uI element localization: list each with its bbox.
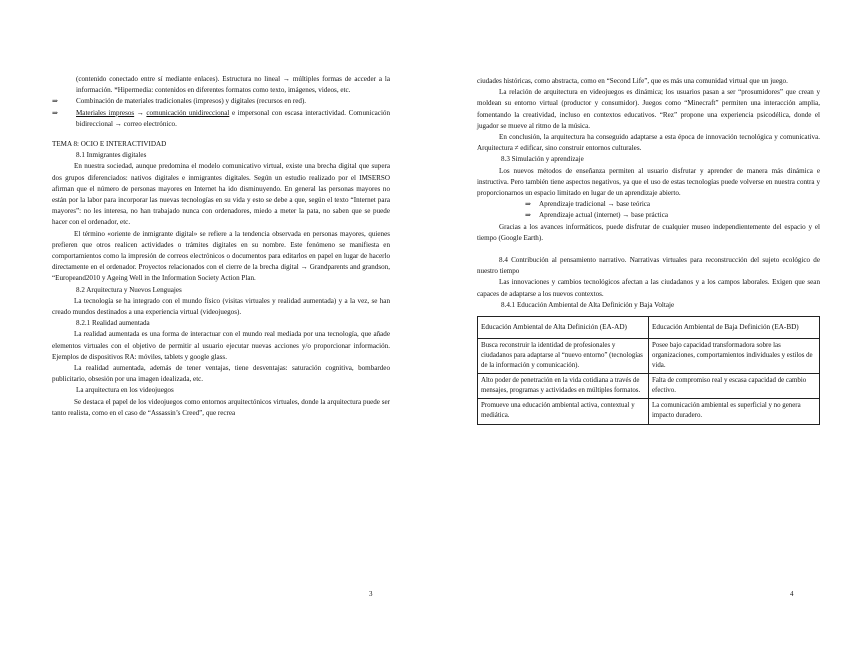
table-header-cell: Educación Ambiental de Baja Definición (EA-BD) — [649, 317, 820, 339]
table-cell: Posee bajo capacidad transformadora sobre las organizaciones, comportamientos individuales y estilos de vida. — [649, 339, 820, 374]
underlined-term: Materiales impresos — [76, 108, 135, 117]
section-title: 8.2 Arquitectura y Nuevos Lenguajes — [76, 285, 182, 294]
paragraph: Gracias a los avances informáticos, puede disfrutar de cualquier museo independientemente del espacio y el tiempo (Google Earth). — [477, 222, 820, 242]
page-number: 4 — [790, 590, 794, 598]
paragraph: En nuestra sociedad, aunque predomina el modelo comunicativo virtual, existe una brecha digital que supera dos grupos diferenciados: nativos digitales e inmigrantes digitales. Según un estudio realizado por el IMSERSO afirman que el número de personas mayores en Internet ha ido disminuyendo. En general las personas mayores no están por la labor para incorporar las nuevas tecnologías en su vida y esto se debe a que, según el texto “Internet para mayores”: no les interesa, no han trabajado nunca con ordenadores, miedo a meter la pata, no saben que se puede hacer con el ordenador, etc. — [52, 162, 390, 227]
paragraph: El término «oriente de inmigrante digital» se refiere a la tendencia observada en personas mayores, quienes prefieren que otros realicen actividades o trámites digitales en su nombre. Este fenómeno se manifiesta en comportamientos como la impresión de correos electrónicos o documentos para editarlos en papel en lugar de hacerlo directamente en el ordenador. Proyectos relacionados con el cierre de la brecha digital → Grandparents and grandson, “Europeand2010 y Ageing Well in the Information Society Action Plan. — [52, 229, 390, 283]
right-column — [477, 76, 820, 425]
arrow-item-traditional — [477, 199, 820, 210]
double-arrow-icon: ⇒ — [525, 200, 531, 209]
double-arrow-icon: ⇒ — [525, 211, 531, 220]
bullet-printed-materials — [52, 108, 390, 130]
arrow-item-current — [477, 210, 820, 221]
arrow-text: Aprendizaje tradicional → base teórica — [539, 200, 651, 209]
section-title: 8.1 Inmigrantes digitales — [76, 151, 147, 160]
page-number: 3 — [369, 590, 373, 598]
paragraph: La realidad aumentada, además de tener ventajas, tiene desventajas: saturación cognitiva, bombardeo publicitario, obsesión por una imagen idealizada, etc. — [52, 364, 390, 384]
paragraph: La realidad aumentada es una forma de interactuar con el mundo real mediada por una tecnología, que añade elementos virtuales con el objetivo de permitir al usuario ejecutar nuevas acciones y/o proporcionar información. Ejemplos de dispositivos RA: móviles, tablets y google glass. — [52, 330, 390, 361]
page-right — [424, 0, 848, 655]
table-row — [478, 339, 820, 374]
table-cell: Falta de compromiso real y escasa capacidad de cambio efectivo. — [649, 374, 820, 399]
double-arrow-icon: ⇒ — [52, 97, 58, 106]
table-header-row — [478, 317, 820, 339]
double-arrow-icon: ⇒ — [52, 108, 58, 117]
underlined-term: comunicación unidireccional — [146, 108, 230, 117]
table-cell: Promueve una educación ambiental activa, contextual y mediática. — [478, 399, 649, 424]
bullet-text: e impersonal con escasa interactividad. Comunicación bidireccional → correo electrónico. — [76, 108, 391, 128]
paragraph: En conclusión, la arquitectura ha conseguido adaptarse a esta época de innovación tecnológica y comunicativa. Arquitectura ≠ edificar, sino construir entornos culturales. — [477, 133, 820, 153]
table-cell: Busca reconstruir la identidad de profesionales y ciudadanos para adaptarse al “nuevo entorno” (tecnologías de la información y comunicación). — [478, 339, 649, 374]
section-title: 8.3 Simulación y aprendizaje — [501, 155, 584, 164]
bullet-text: Combinación de materiales tradicionales (impresos) y digitales (recursos en red). — [76, 97, 307, 106]
table-cell: La comunicación ambiental es superficial y no genera impacto duradero. — [649, 399, 820, 424]
table-cell: Alto poder de penetración en la vida cotidiana a través de mensajes, programas y actividades en múltiples formatos. — [478, 374, 649, 399]
table-header-cell: Educación Ambiental de Alta Definición (EA-AD) — [478, 317, 649, 339]
paragraph: Las innovaciones y cambios tecnológicos afectan a las ciudadanos y a los campos laborales. Exigen que sean capaces de adaptarse a los nuevos contextos. — [477, 278, 820, 298]
section-title: 8.4.1 Educación Ambiental de Alta Definición y Baja Voltaje — [501, 300, 675, 309]
tema-heading: TEMA 8: OCIO E INTERACTIVIDAD — [52, 140, 167, 149]
bullet-materials-combination — [52, 96, 390, 107]
paragraph: La relación de arquitectura en videojuegos es dinámica; los usuarios pasan a ser “prosumidores” que crean y moldean su entorno virtual (productor y consumidor). Juegos como “Minecraft” permiten una interacción amplia, fomentando la creatividad, incluso en contextos educativos. “Rez” propone una experiencia psicodélica, donde el jugador se mueve al ritmo de la música. — [477, 88, 820, 130]
paragraph: La tecnología se ha integrado con el mundo físico (visitas virtuales y realidad aumentada) y a la vez, se han creado mundos destinados a una experiencia virtual (videojuegos). — [52, 296, 390, 317]
arrow-separator: → — [134, 108, 147, 117]
arrow-text: Aprendizaje actual (internet) → base práctica — [539, 211, 668, 220]
hypertext-continuation: (contenido conectado entre sí mediante enlaces). Estructura no lineal → múltiples formas de acceder a la información. *Hipermedia: contenidos en diferentes formatos como texto, imágenes, videos, etc. — [76, 75, 390, 95]
paragraph: Los nuevos métodos de enseñanza permiten al usuario disfrutar y aprender de manera más dinámica e instructiva. Pero también tiene aspectos negativos, ya que el uso de estas tecnologías puede volverse en nuestra contra y proporcionarnos un espacio limitado en lugar de un aprendizaje abierto. — [477, 166, 820, 198]
section-title: La arquitectura en los videojuegos — [76, 386, 174, 395]
table-row — [478, 399, 820, 424]
paragraph: Se destaca el papel de los videojuegos como entornos arquitectónicos virtuales, donde la arquitectura puede ser tanto realista, como en el caso de “Assassin’s Creed”, que recrea — [52, 397, 390, 417]
section-title: 8.2.1 Realidad aumentada — [76, 319, 150, 328]
left-column — [52, 74, 390, 419]
section-title: 8.4 Contribución al pensamiento narrativo. Narrativas virtuales para reconstrucción del sujeto ecológico de nuestro tiempo — [477, 256, 820, 276]
paragraph: ciudades históricas, como abstracta, como en “Second Life”, que es más una comunidad virtual que un juego. — [477, 77, 788, 85]
table-row — [478, 374, 820, 399]
comparison-table — [477, 316, 820, 425]
